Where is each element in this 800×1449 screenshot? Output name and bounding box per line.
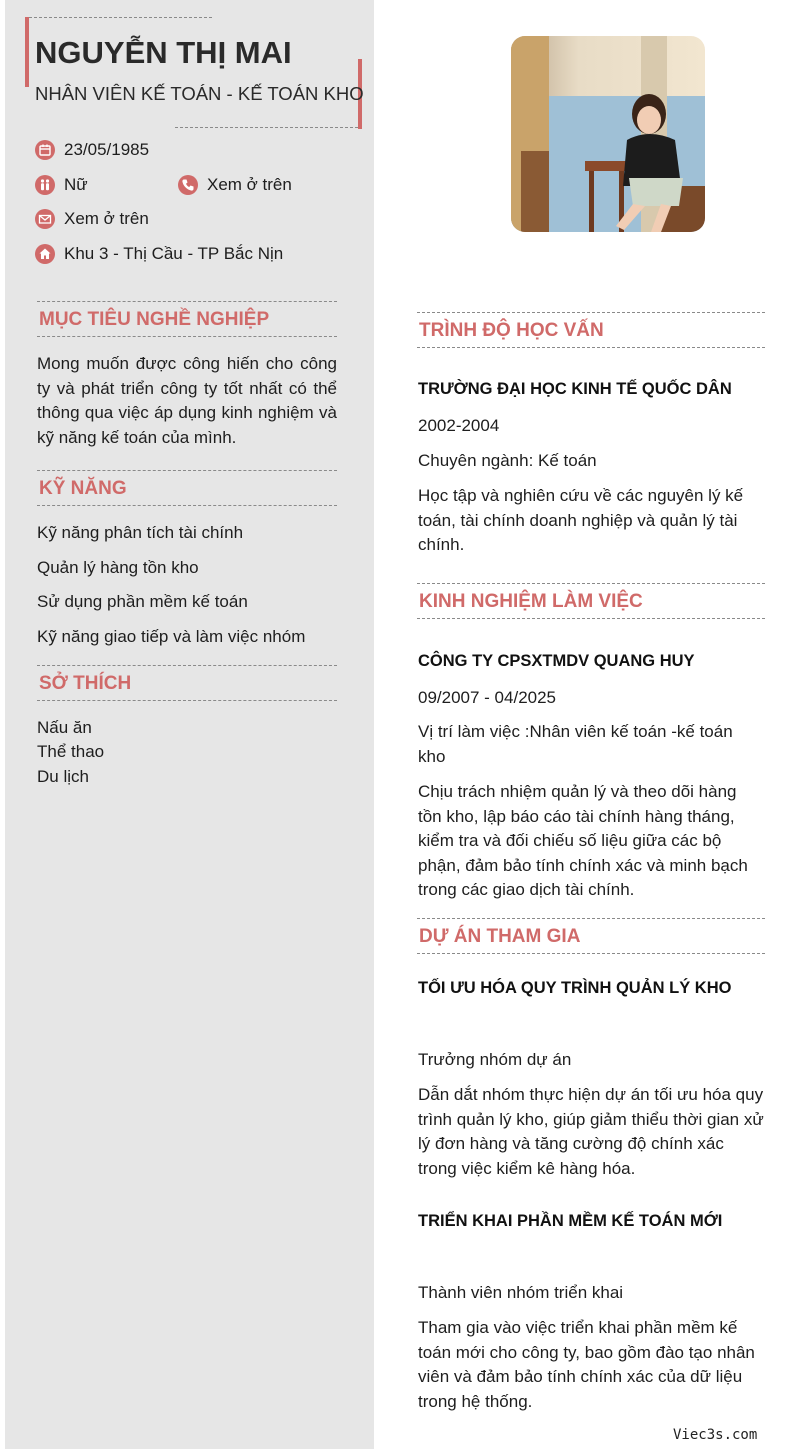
calendar-icon	[35, 140, 55, 160]
divider-bottom	[175, 127, 358, 128]
address-row	[35, 244, 283, 264]
email-value[interactable]: Xem ở trên	[64, 209, 149, 228]
education-heading-text: TRÌNH ĐỘ HỌC VẤN	[419, 320, 604, 341]
phone-value[interactable]: Xem ở trên	[207, 175, 292, 194]
project-description: Dẫn dắt nhóm thực hiện dự án tối ưu hóa quy trình quản lý kho, giúp giảm thiểu thời gian xử lý đơn hàng và tăng cường độ chính xác trong việc kiểm kê hàng hóa.	[418, 1085, 764, 1178]
profile-photo	[511, 36, 705, 232]
experience-period: 09/2007 - 04/2025	[418, 688, 557, 707]
skill-item: Kỹ năng phân tích tài chính	[37, 523, 244, 542]
email-row	[35, 209, 149, 229]
job-title: NHÂN VIÊN KẾ TOÁN - KẾ TOÁN KHO	[35, 83, 364, 104]
company-name: CÔNG TY CPSXTMDV QUANG HUY	[418, 652, 695, 670]
birthdate-value: 23/05/1985	[64, 140, 150, 159]
skill-item: Sử dụng phần mềm kế toán	[37, 592, 248, 611]
birthdate-row	[35, 140, 149, 160]
project-role: Thành viên nhóm triển khai	[418, 1283, 624, 1302]
education-heading	[417, 312, 765, 348]
project-name: TRIỂN KHAI PHẦN MỀM KẾ TOÁN MỚI	[418, 1212, 723, 1230]
school-name: TRƯỜNG ĐẠI HỌC KINH TẾ QUỐC DÂN	[418, 380, 732, 398]
accent-bar-left	[25, 17, 29, 87]
phone-icon	[178, 175, 198, 195]
skills-heading-text: KỸ NĂNG	[39, 478, 127, 499]
objective-heading	[37, 301, 337, 337]
address-value: Khu 3 - Thị Cầu - TP Bắc Nịn	[64, 244, 284, 263]
divider-top	[29, 17, 212, 18]
gender-value: Nữ	[64, 175, 88, 194]
objective-heading-text: MỤC TIÊU NGHỀ NGHIỆP	[39, 309, 270, 330]
skills-heading	[37, 470, 337, 506]
phone-row	[178, 175, 292, 195]
hobby-item: Thể thao	[37, 742, 105, 761]
project-description: Tham gia vào việc triển khai phần mềm kế toán mới cho công ty, bao gồm đào tạo nhân viên và đảm bảo tính chính xác của dữ liệu trong hệ thống.	[418, 1318, 755, 1411]
hobbies-heading-text: SỞ THÍCH	[39, 673, 132, 694]
home-icon	[35, 244, 55, 264]
skill-item: Quản lý hàng tồn kho	[37, 558, 199, 577]
hobbies-heading	[37, 665, 337, 701]
project-role: Trưởng nhóm dự án	[418, 1050, 572, 1069]
watermark: Viec3s.com	[673, 1427, 758, 1443]
experience-description: Chịu trách nhiệm quản lý và theo dõi hàng tồn kho, lập báo cáo tài chính hàng tháng, kiểm tra và đối chiếu số liệu giữa các bộ phận, đảm bảo tính chính xác và minh bạch trong các giao dịch tài chính.	[418, 782, 748, 899]
project-name: TỐI ƯU HÓA QUY TRÌNH QUẢN LÝ KHO	[418, 979, 732, 997]
skill-item: Kỹ năng giao tiếp và làm việc nhóm	[37, 627, 306, 646]
email-icon	[35, 209, 55, 229]
gender-icon	[35, 175, 55, 195]
candidate-name: NGUYỄN THỊ MAI	[35, 35, 292, 70]
objective-text: Mong muốn được công hiến cho công ty và phát triển công ty tốt nhất có thể thông qua việc áp dụng kinh nghiệm và kỹ năng kế toán của mình.	[37, 354, 337, 447]
projects-heading-text: DỰ ÁN THAM GIA	[419, 926, 581, 947]
experience-heading	[417, 583, 765, 619]
experience-heading-text: KINH NGHIỆM LÀM VIỆC	[419, 591, 643, 612]
education-major: Chuyên ngành: Kế toán	[418, 451, 597, 470]
education-description: Học tập và nghiên cứu về các nguyên lý kế toán, tài chính doanh nghiệp và quản lý tài chính.	[418, 486, 744, 554]
projects-heading	[417, 918, 765, 954]
experience-position: Vị trí làm việc :Nhân viên kế toán -kế toán kho	[418, 722, 733, 766]
education-period: 2002-2004	[418, 416, 500, 435]
name-header	[25, 17, 362, 129]
hobby-item: Du lịch	[37, 767, 89, 786]
hobby-item: Nấu ăn	[37, 718, 92, 737]
gender-row	[35, 175, 88, 195]
